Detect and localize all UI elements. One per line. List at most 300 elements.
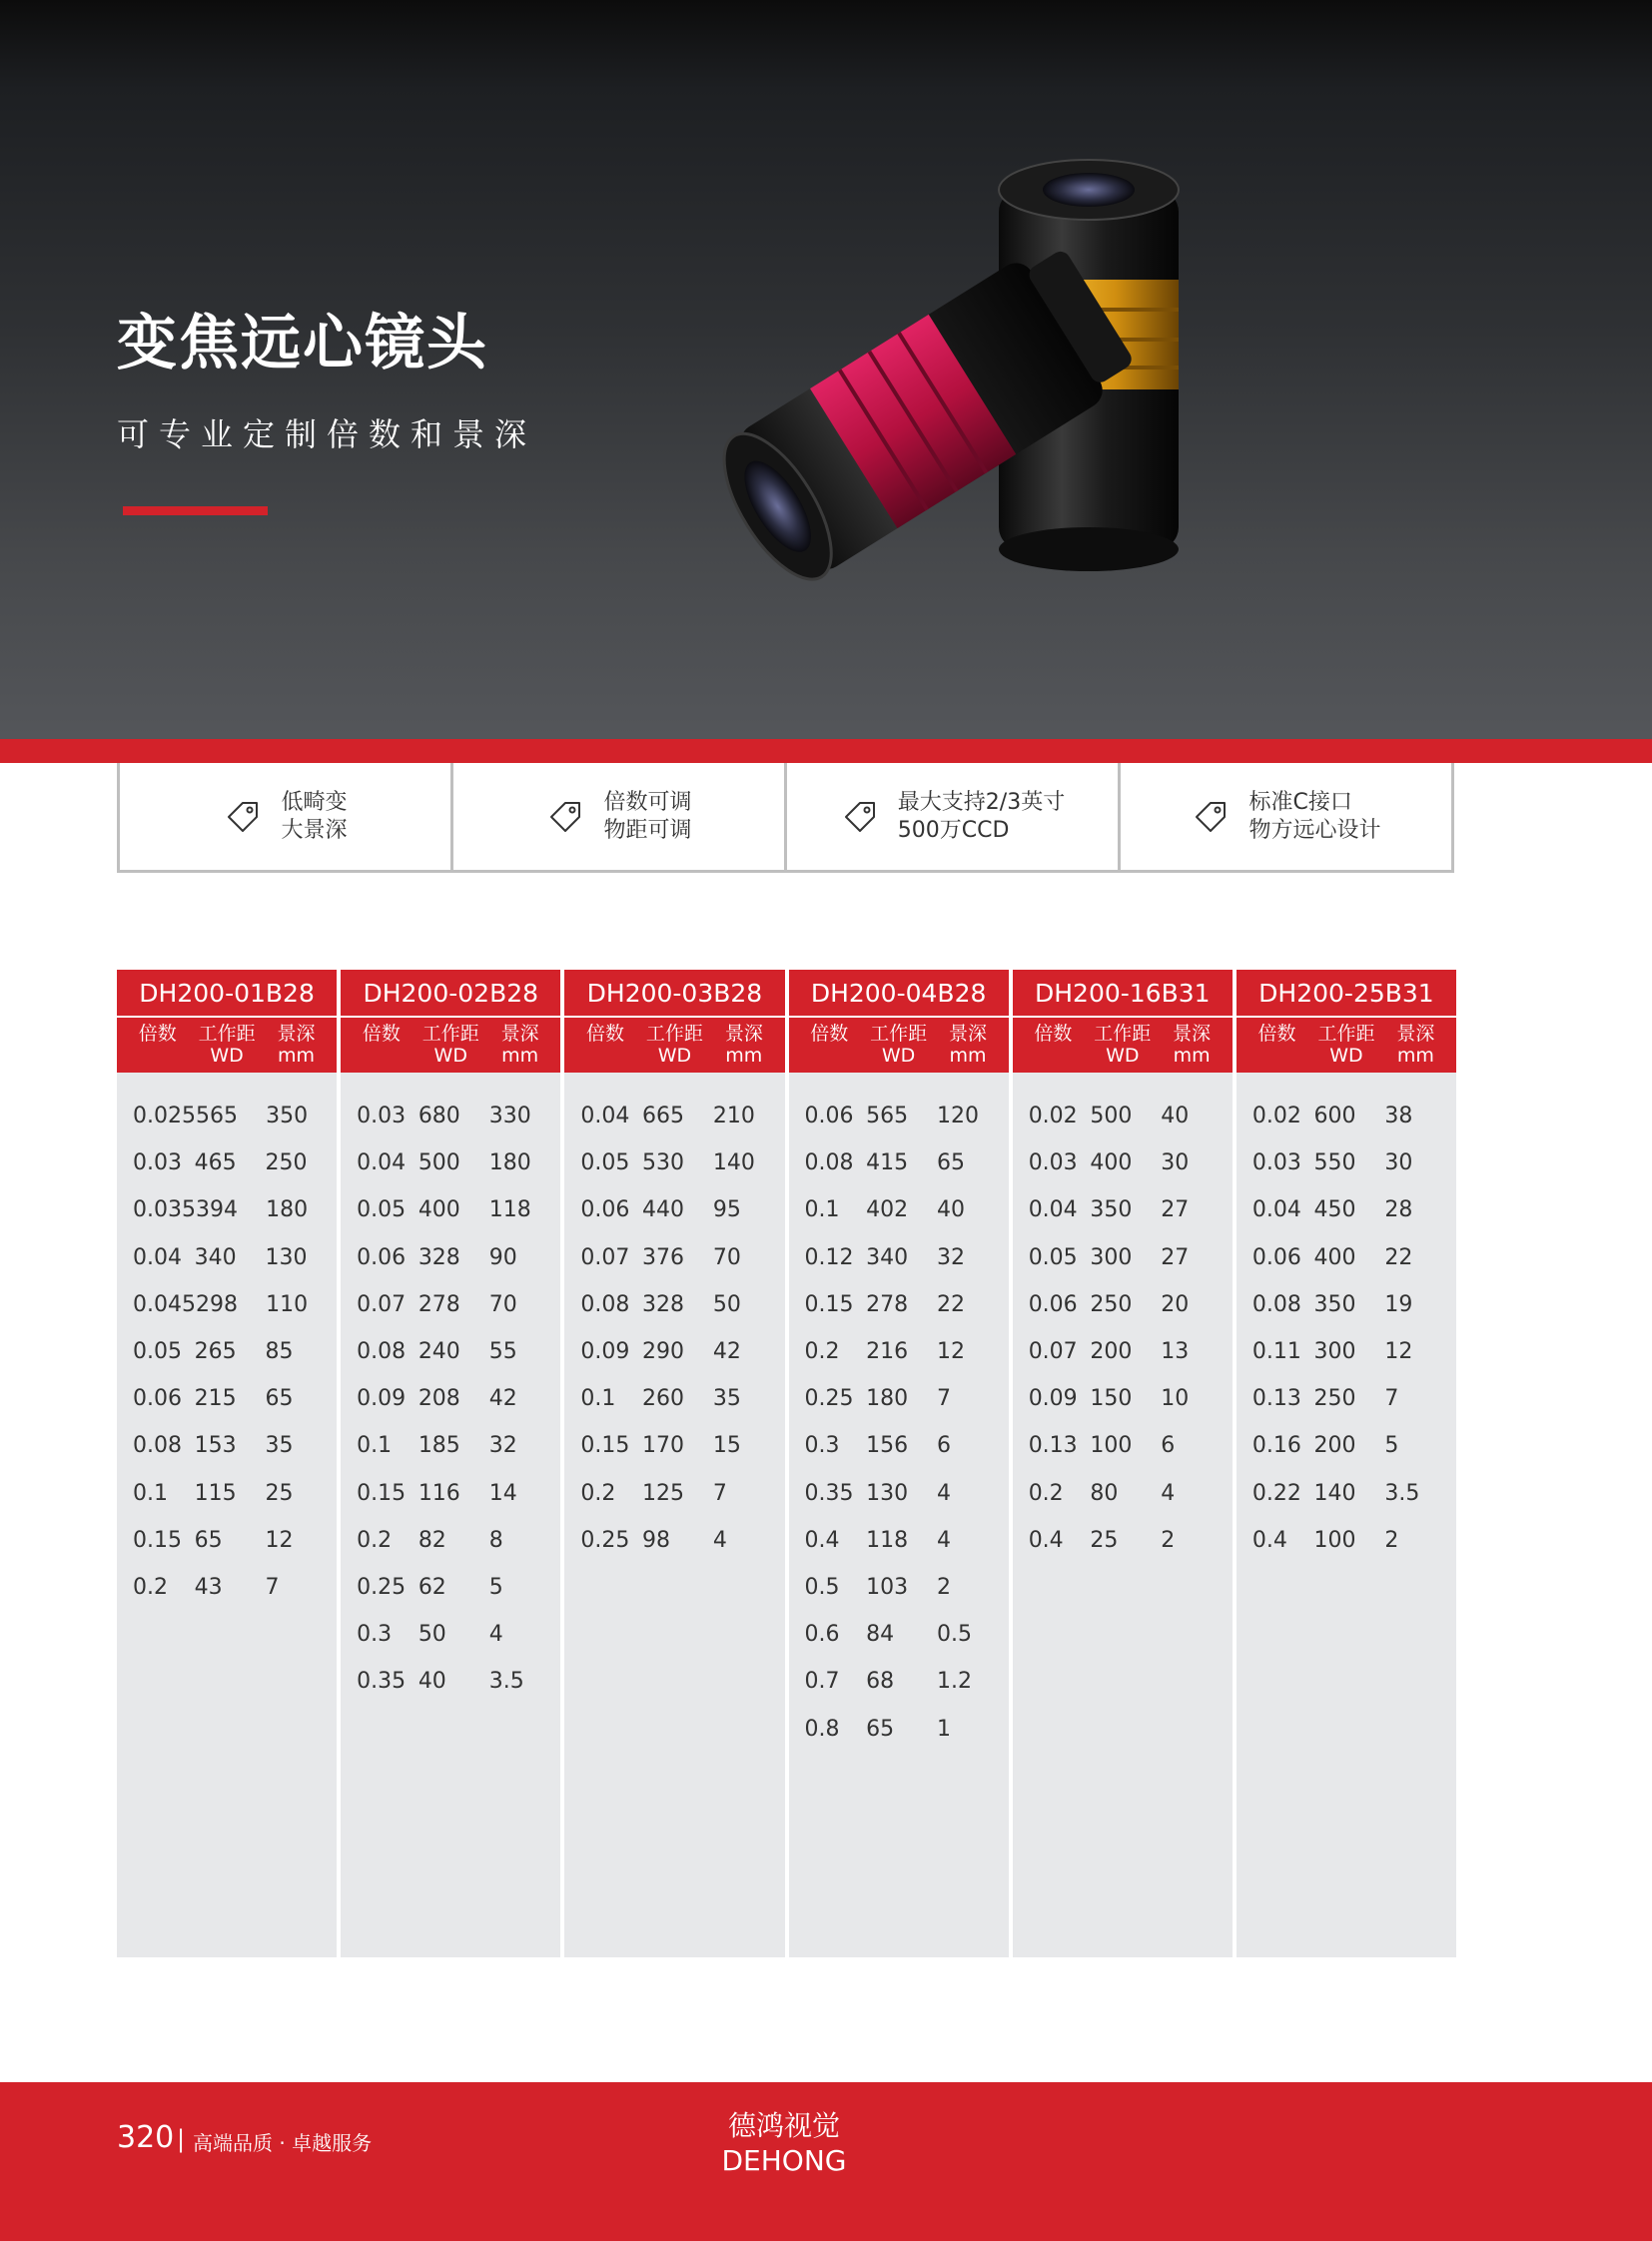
mag-cell: 0.08 [580, 1291, 630, 1317]
table-row [789, 1328, 1009, 1375]
mag-header: 倍数 [1257, 1023, 1296, 1045]
footer [0, 2082, 1652, 2241]
mag-cell: 0.02 [1028, 1104, 1078, 1129]
mag-cell: 0.03 [357, 1104, 407, 1129]
wd-cell: 600 [1313, 1104, 1356, 1129]
mag-cell: 0.2 [357, 1527, 393, 1553]
table-row [1237, 1234, 1456, 1281]
table-row [1013, 1093, 1233, 1139]
wd-cell: 550 [1313, 1150, 1356, 1176]
model-column [1237, 970, 1456, 1957]
wd-cell: 50 [417, 1622, 446, 1648]
table-row [341, 1093, 560, 1139]
mag-cell: 0.35 [804, 1480, 854, 1506]
dof-cell: 15 [712, 1433, 741, 1459]
wd-header-cn: 工作距 [421, 1023, 479, 1045]
wd-cell: 450 [1313, 1197, 1356, 1223]
mag-cell: 0.1 [357, 1433, 393, 1459]
lens-product-image [699, 120, 1398, 679]
table-row [789, 1470, 1009, 1517]
wd-cell: 328 [417, 1244, 460, 1270]
table-row [341, 1564, 560, 1611]
dof-cell: 40 [1161, 1104, 1190, 1129]
table-row [117, 1234, 337, 1281]
wd-cell: 340 [866, 1244, 909, 1270]
dof-cell: 70 [712, 1244, 741, 1270]
dof-cell: 65 [265, 1386, 294, 1412]
dof-cell: 3.5 [1384, 1480, 1420, 1506]
table-row [1013, 1470, 1233, 1517]
footer-separator: | [177, 2125, 186, 2153]
mag-cell: 0.4 [1251, 1527, 1287, 1553]
wd-cell: 465 [194, 1150, 237, 1176]
mag-cell: 0.09 [580, 1339, 630, 1365]
feature-line-1: 标准C接口 [1248, 789, 1352, 815]
table-row [117, 1470, 337, 1517]
mag-cell: 0.2 [804, 1339, 840, 1365]
brand-name-cn: 德鸿视觉 [727, 2109, 840, 2142]
mag-cell: 0.25 [580, 1527, 630, 1553]
dof-cell: 6 [1161, 1433, 1176, 1459]
wd-cell: 103 [866, 1574, 909, 1600]
mag-header: 倍数 [1034, 1023, 1073, 1045]
mag-cell: 0.05 [1028, 1244, 1078, 1270]
dof-cell: 27 [1161, 1244, 1190, 1270]
mag-cell: 0.1 [133, 1480, 168, 1506]
table-row [117, 1517, 337, 1564]
wd-cell: 402 [866, 1197, 909, 1223]
wd-cell: 415 [866, 1150, 909, 1176]
dof-cell: 250 [265, 1150, 308, 1176]
dof-cell: 20 [1161, 1291, 1190, 1317]
wd-cell: 84 [866, 1622, 895, 1648]
mag-cell: 0.08 [804, 1150, 854, 1176]
dof-cell: 2 [1384, 1527, 1399, 1553]
mag-cell: 0.06 [804, 1104, 854, 1129]
dof-cell: 140 [712, 1150, 755, 1176]
dof-cell: 30 [1161, 1150, 1190, 1176]
feature-line-2: 大景深 [281, 817, 348, 843]
table-row [1013, 1422, 1233, 1469]
wd-header [416, 1018, 485, 1073]
feature-item [787, 763, 1121, 870]
wd-cell: 185 [417, 1433, 460, 1459]
dof-cell: 5 [488, 1574, 503, 1600]
table-row [341, 1470, 560, 1517]
wd-cell: 250 [1313, 1386, 1356, 1412]
mag-cell: 0.09 [1028, 1386, 1078, 1412]
feature-item [1121, 763, 1451, 870]
table-row [789, 1422, 1009, 1469]
mag-cell: 0.15 [133, 1527, 182, 1553]
dof-cell: 85 [265, 1339, 294, 1365]
wd-cell: 68 [866, 1669, 895, 1695]
dof-cell: 12 [265, 1527, 294, 1553]
dof-cell: 10 [1161, 1386, 1190, 1412]
mag-cell: 0.4 [1028, 1527, 1064, 1553]
dof-cell: 35 [712, 1386, 741, 1412]
table-row [789, 1093, 1009, 1139]
table-row [1237, 1281, 1456, 1328]
mag-cell: 0.2 [1028, 1480, 1064, 1506]
feature-line-1: 最大支持2/3英寸 [897, 789, 1066, 815]
model-column [341, 970, 560, 1957]
dof-cell: 5 [1384, 1433, 1399, 1459]
wd-cell: 440 [641, 1197, 684, 1223]
dof-header-unit: mm [1173, 1045, 1211, 1067]
dof-header [709, 1018, 778, 1073]
dof-cell: 12 [1384, 1339, 1413, 1365]
mag-cell: 0.04 [1028, 1197, 1078, 1223]
dof-cell: 40 [937, 1197, 966, 1223]
mag-cell: 0.25 [804, 1386, 854, 1412]
table-row [564, 1328, 784, 1375]
dof-cell: 22 [1384, 1244, 1413, 1270]
dof-cell: 25 [265, 1480, 294, 1506]
dof-cell: 4 [488, 1622, 503, 1648]
table-row [1013, 1375, 1233, 1422]
table-row [117, 1564, 337, 1611]
dof-header-unit: mm [1396, 1045, 1434, 1067]
dof-header [1157, 1018, 1226, 1073]
dof-header-cn: 景深 [500, 1023, 539, 1045]
wd-cell: 328 [641, 1291, 684, 1317]
dof-cell: 1 [937, 1716, 952, 1742]
mag-cell: 0.05 [133, 1339, 182, 1365]
table-row [117, 1093, 337, 1139]
wd-cell: 394 [195, 1197, 238, 1223]
mag-cell: 0.06 [1028, 1291, 1078, 1317]
mag-header: 倍数 [362, 1023, 401, 1045]
dof-cell: 65 [937, 1150, 966, 1176]
dof-cell: 7 [937, 1386, 952, 1412]
dof-cell: 4 [712, 1527, 727, 1553]
wd-cell: 260 [641, 1386, 684, 1412]
wd-header-cn: 工作距 [198, 1023, 256, 1045]
dof-cell: 180 [266, 1197, 309, 1223]
mag-header: 倍数 [810, 1023, 849, 1045]
wd-header-en: WD [1106, 1045, 1140, 1067]
mag-cell: 0.22 [1251, 1480, 1301, 1506]
table-row [1237, 1375, 1456, 1422]
title-underline [123, 506, 268, 515]
mag-cell: 0.5 [804, 1574, 840, 1600]
model-column [789, 970, 1009, 1957]
wd-cell: 130 [866, 1480, 909, 1506]
dof-cell: 130 [265, 1244, 308, 1270]
table-row [341, 1328, 560, 1375]
page-title: 变焦远心镜头 [117, 309, 488, 378]
wd-cell: 278 [417, 1291, 460, 1317]
dof-cell: 7 [712, 1480, 727, 1506]
table-row [341, 1281, 560, 1328]
feature-line-2: 物距可调 [603, 817, 692, 843]
wd-cell: 156 [866, 1433, 909, 1459]
dof-cell: 32 [488, 1433, 517, 1459]
table-row [564, 1234, 784, 1281]
wd-cell: 340 [194, 1244, 237, 1270]
wd-cell: 116 [417, 1480, 460, 1506]
wd-header [1088, 1018, 1157, 1073]
dof-cell: 1.2 [937, 1669, 973, 1695]
wd-cell: 240 [417, 1339, 460, 1365]
table-row [564, 1470, 784, 1517]
table-row [789, 1186, 1009, 1233]
dof-cell: 7 [1384, 1386, 1399, 1412]
mag-cell: 0.06 [1251, 1244, 1301, 1270]
table-row [1013, 1139, 1233, 1186]
mag-cell: 0.025 [133, 1104, 196, 1129]
dof-cell: 90 [488, 1244, 517, 1270]
feature-line-1: 倍数可调 [603, 789, 692, 815]
wd-cell: 500 [1090, 1104, 1133, 1129]
wd-cell: 180 [866, 1386, 909, 1412]
mag-cell: 0.05 [580, 1150, 630, 1176]
table-row [117, 1281, 337, 1328]
table-row [789, 1281, 1009, 1328]
wd-header-cn: 工作距 [870, 1023, 928, 1045]
dof-header-cn: 景深 [1396, 1023, 1435, 1045]
wd-cell: 400 [417, 1197, 460, 1223]
feature-line-2: 物方远心设计 [1248, 817, 1381, 843]
model-name: DH200-01B28 [117, 970, 337, 1018]
wd-cell: 216 [866, 1339, 909, 1365]
mag-cell: 0.16 [1251, 1433, 1301, 1459]
table-row [789, 1234, 1009, 1281]
dof-cell: 19 [1384, 1291, 1413, 1317]
dof-header-cn: 景深 [724, 1023, 763, 1045]
model-column [117, 970, 337, 1957]
table-row [789, 1517, 1009, 1564]
table-row [341, 1422, 560, 1469]
mag-cell: 0.15 [357, 1480, 407, 1506]
wd-cell: 100 [1313, 1527, 1356, 1553]
table-row [341, 1611, 560, 1658]
model-name: DH200-03B28 [564, 970, 784, 1018]
table-row [1237, 1186, 1456, 1233]
table-row [1237, 1139, 1456, 1186]
table-row [117, 1375, 337, 1422]
table-row [564, 1517, 784, 1564]
table-row [341, 1234, 560, 1281]
mag-cell: 0.07 [357, 1291, 407, 1317]
table-row [1237, 1422, 1456, 1469]
table-row [789, 1611, 1009, 1658]
dof-cell: 50 [712, 1291, 741, 1317]
tag-icon [545, 797, 585, 837]
table-row [117, 1139, 337, 1186]
wd-cell: 208 [417, 1386, 460, 1412]
wd-cell: 250 [1090, 1291, 1133, 1317]
table-row [341, 1658, 560, 1705]
wd-header-cn: 工作距 [645, 1023, 703, 1045]
dof-header [262, 1018, 331, 1073]
dof-cell: 110 [266, 1291, 309, 1317]
table-row [564, 1375, 784, 1422]
wd-cell: 140 [1313, 1480, 1356, 1506]
wd-header-en: WD [657, 1045, 692, 1067]
mag-cell: 0.03 [133, 1150, 182, 1176]
dof-header [485, 1018, 554, 1073]
dof-cell: 42 [488, 1386, 517, 1412]
model-column [1013, 970, 1233, 1957]
mag-cell: 0.03 [1028, 1150, 1078, 1176]
wd-cell: 300 [1313, 1339, 1356, 1365]
wd-cell: 300 [1090, 1244, 1133, 1270]
wd-cell: 80 [1090, 1480, 1119, 1506]
table-row [1237, 1093, 1456, 1139]
wd-cell: 200 [1090, 1339, 1133, 1365]
dof-cell: 8 [488, 1527, 503, 1553]
mag-cell: 0.04 [357, 1150, 407, 1176]
dof-cell: 32 [937, 1244, 966, 1270]
mag-cell: 0.035 [133, 1197, 196, 1223]
table-row [1013, 1186, 1233, 1233]
mag-cell: 0.08 [133, 1433, 182, 1459]
table-row [789, 1375, 1009, 1422]
mag-cell: 0.07 [1028, 1339, 1078, 1365]
wd-cell: 680 [417, 1104, 460, 1129]
wd-cell: 200 [1313, 1433, 1356, 1459]
table-row [117, 1328, 337, 1375]
mag-cell: 0.09 [357, 1386, 407, 1412]
dof-cell: 120 [937, 1104, 980, 1129]
dof-cell: 28 [1384, 1197, 1413, 1223]
table-row [564, 1186, 784, 1233]
table-row [789, 1139, 1009, 1186]
table-row [1013, 1281, 1233, 1328]
dof-cell: 6 [937, 1433, 952, 1459]
mag-cell: 0.04 [1251, 1197, 1301, 1223]
dof-cell: 14 [488, 1480, 517, 1506]
dof-cell: 22 [937, 1291, 966, 1317]
dof-cell: 13 [1161, 1339, 1190, 1365]
feature-item [453, 763, 787, 870]
dof-cell: 27 [1161, 1197, 1190, 1223]
table-row [1237, 1517, 1456, 1564]
wd-cell: 290 [641, 1339, 684, 1365]
dof-cell: 330 [488, 1104, 531, 1129]
feature-item [120, 763, 453, 870]
wd-cell: 115 [194, 1480, 237, 1506]
mag-cell: 0.07 [580, 1244, 630, 1270]
wd-cell: 400 [1090, 1150, 1133, 1176]
wd-cell: 125 [641, 1480, 684, 1506]
dof-cell: 4 [937, 1480, 952, 1506]
dof-cell: 2 [937, 1574, 952, 1600]
mag-cell: 0.04 [580, 1104, 630, 1129]
wd-header-en: WD [210, 1045, 244, 1067]
model-name: DH200-02B28 [341, 970, 560, 1018]
dof-header-unit: mm [501, 1045, 539, 1067]
mag-cell: 0.13 [1251, 1386, 1301, 1412]
table-row [341, 1186, 560, 1233]
wd-cell: 40 [417, 1669, 446, 1695]
mag-cell: 0.12 [804, 1244, 854, 1270]
dof-cell: 30 [1384, 1150, 1413, 1176]
column-subheader [117, 1018, 337, 1073]
wd-cell: 82 [417, 1527, 446, 1553]
mag-cell: 0.3 [357, 1622, 393, 1648]
wd-cell: 665 [641, 1104, 684, 1129]
dof-header-cn: 景深 [277, 1023, 316, 1045]
mag-cell: 0.1 [804, 1197, 840, 1223]
model-name: DH200-25B31 [1237, 970, 1456, 1018]
mag-cell: 0.03 [1251, 1150, 1301, 1176]
wd-cell: 170 [641, 1433, 684, 1459]
table-row [341, 1517, 560, 1564]
feature-line-1: 低畸变 [281, 789, 348, 815]
mag-cell: 0.08 [1251, 1291, 1301, 1317]
mag-cell: 0.4 [804, 1527, 840, 1553]
mag-cell: 0.3 [804, 1433, 840, 1459]
dof-cell: 35 [265, 1433, 294, 1459]
mag-cell: 0.1 [580, 1386, 616, 1412]
table-row [564, 1281, 784, 1328]
dof-header-cn: 景深 [948, 1023, 987, 1045]
wd-header [1311, 1018, 1380, 1073]
mag-cell: 0.15 [804, 1291, 854, 1317]
column-subheader [341, 1018, 560, 1073]
tag-icon [223, 797, 263, 837]
feature-line-2: 500万CCD [897, 817, 1010, 843]
dof-cell: 38 [1384, 1104, 1413, 1129]
wd-cell: 25 [1090, 1527, 1119, 1553]
mag-cell: 0.045 [133, 1291, 196, 1317]
wd-header [864, 1018, 933, 1073]
page-number: 320 [117, 2120, 175, 2155]
dof-cell: 55 [488, 1339, 517, 1365]
mag-cell: 0.02 [1251, 1104, 1301, 1129]
brand-name-en: DEHONG [721, 2144, 847, 2177]
mag-cell: 0.04 [133, 1244, 182, 1270]
dof-header [1381, 1018, 1450, 1073]
table-row [117, 1186, 337, 1233]
dof-cell: 0.5 [937, 1622, 973, 1648]
dof-header-unit: mm [949, 1045, 987, 1067]
mag-header: 倍数 [586, 1023, 625, 1045]
dof-cell: 95 [712, 1197, 741, 1223]
dof-cell: 3.5 [488, 1669, 524, 1695]
wd-header [640, 1018, 709, 1073]
dof-cell: 4 [1161, 1480, 1176, 1506]
mag-cell: 0.06 [580, 1197, 630, 1223]
mag-header: 倍数 [138, 1023, 177, 1045]
model-column [564, 970, 784, 1957]
wd-cell: 100 [1090, 1433, 1133, 1459]
wd-header-en: WD [881, 1045, 916, 1067]
dof-cell: 2 [1161, 1527, 1176, 1553]
model-name: DH200-16B31 [1013, 970, 1233, 1018]
mag-cell: 0.05 [357, 1197, 407, 1223]
wd-cell: 278 [866, 1291, 909, 1317]
table-row [564, 1093, 784, 1139]
table-row [341, 1375, 560, 1422]
wd-cell: 65 [866, 1716, 895, 1742]
dof-cell: 7 [265, 1574, 280, 1600]
wd-cell: 43 [194, 1574, 223, 1600]
table-row [789, 1658, 1009, 1705]
dof-cell: 118 [488, 1197, 531, 1223]
mag-cell: 0.08 [357, 1339, 407, 1365]
table-row [564, 1139, 784, 1186]
dof-header [933, 1018, 1002, 1073]
mag-cell: 0.06 [133, 1386, 182, 1412]
table-row [341, 1139, 560, 1186]
wd-cell: 400 [1313, 1244, 1356, 1270]
mag-cell: 0.35 [357, 1669, 407, 1695]
dof-header-unit: mm [277, 1045, 315, 1067]
